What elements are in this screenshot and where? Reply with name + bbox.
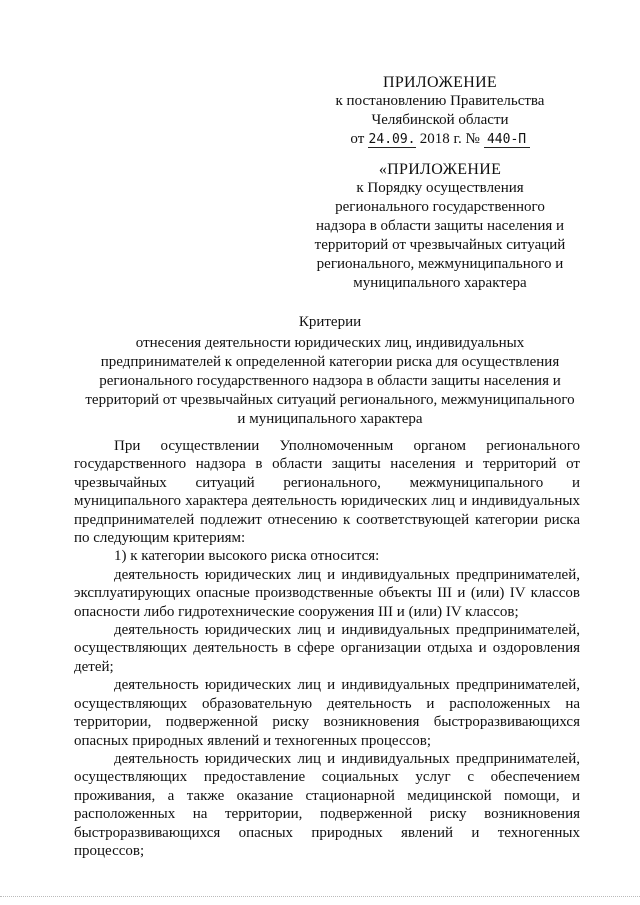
body-paragraph: деятельность юридических лиц и индивидуальных предпринимателей, осуществляющих предоставление социальных услуг с обеспечением проживания, а также оказание стационарной медицинской помощи, и расположенных на территории, подверженной риску возникновения быстроразвивающихся опасных природных явлений и техногенных процессов; <box>74 750 580 859</box>
appendix-line-region: Челябинской области <box>371 112 509 128</box>
procedure-line: территорий от чрезвычайных ситуаций <box>314 237 566 253</box>
page-bottom-edge <box>0 896 640 897</box>
procedure-appendix-title: «ПРИЛОЖЕНИЕ <box>378 161 502 178</box>
appendix-header <box>320 73 560 149</box>
criteria-title-block <box>70 313 590 429</box>
document-body <box>74 437 580 860</box>
criteria-title-line: предпринимателей к определенной категории риска для осуществления <box>100 354 560 370</box>
body-paragraph: деятельность юридических лиц и индивидуальных предпринимателей, эксплуатирующих опасные производственные объекты III и (или) IV классов опасности либо гидротехнические сооружения III и (или) IV классов; <box>74 566 580 620</box>
date-prefix: от <box>350 131 365 147</box>
criteria-heading: Критерии <box>298 314 362 330</box>
body-paragraph: При осуществлении Уполномоченным органом регионального государственного надзора в области защиты населения и территорий от чрезвычайных ситуаций регионального, межмуниципального и муниципального характера деятельность юридических лиц и индивидуальных предпринимателей подлежит отнесению к соответствующей категории риска по следующим критериям: <box>74 438 580 547</box>
criteria-title-line: регионального государственного надзора в области защиты населения и <box>99 373 561 389</box>
decree-number-field: 440-П <box>484 132 530 148</box>
procedure-line: к Порядку осуществления <box>356 180 524 196</box>
procedure-line: регионального государственного <box>335 199 545 215</box>
criteria-title-line: территорий от чрезвычайных ситуаций регионального, межмуниципального <box>85 392 575 408</box>
appendix-title: ПРИЛОЖЕНИЕ <box>382 74 497 91</box>
body-paragraph: 1) к категории высокого риска относится: <box>114 548 380 565</box>
body-paragraph: деятельность юридических лиц и индивидуальных предпринимателей, осуществляющих образовательную деятельность и расположенных на территории, подверженной риску возникновения быстроразвивающихся опасных природных явлений и техногенных процессов; <box>74 677 580 749</box>
year-text: 2018 г. № <box>419 131 480 147</box>
date-filled-field: 24.09. <box>368 132 416 147</box>
criteria-title-line: и муниципального характера <box>237 411 423 427</box>
procedure-line: муниципального характера <box>353 275 527 291</box>
procedure-line: надзора в области защиты населения и <box>315 218 565 234</box>
procedure-line: регионального, межмуниципального и <box>316 256 564 272</box>
appendix-date-line <box>320 130 560 149</box>
body-paragraph: деятельность юридических лиц и индивидуальных предпринимателей, осуществляющих деятельность в сфере организации отдыха и оздоровления детей; <box>74 622 580 675</box>
appendix-line-decree: к постановлению Правительства <box>335 93 545 109</box>
criteria-title-line: отнесения деятельности юридических лиц, индивидуальных <box>135 335 525 351</box>
procedure-appendix-header <box>300 160 580 293</box>
